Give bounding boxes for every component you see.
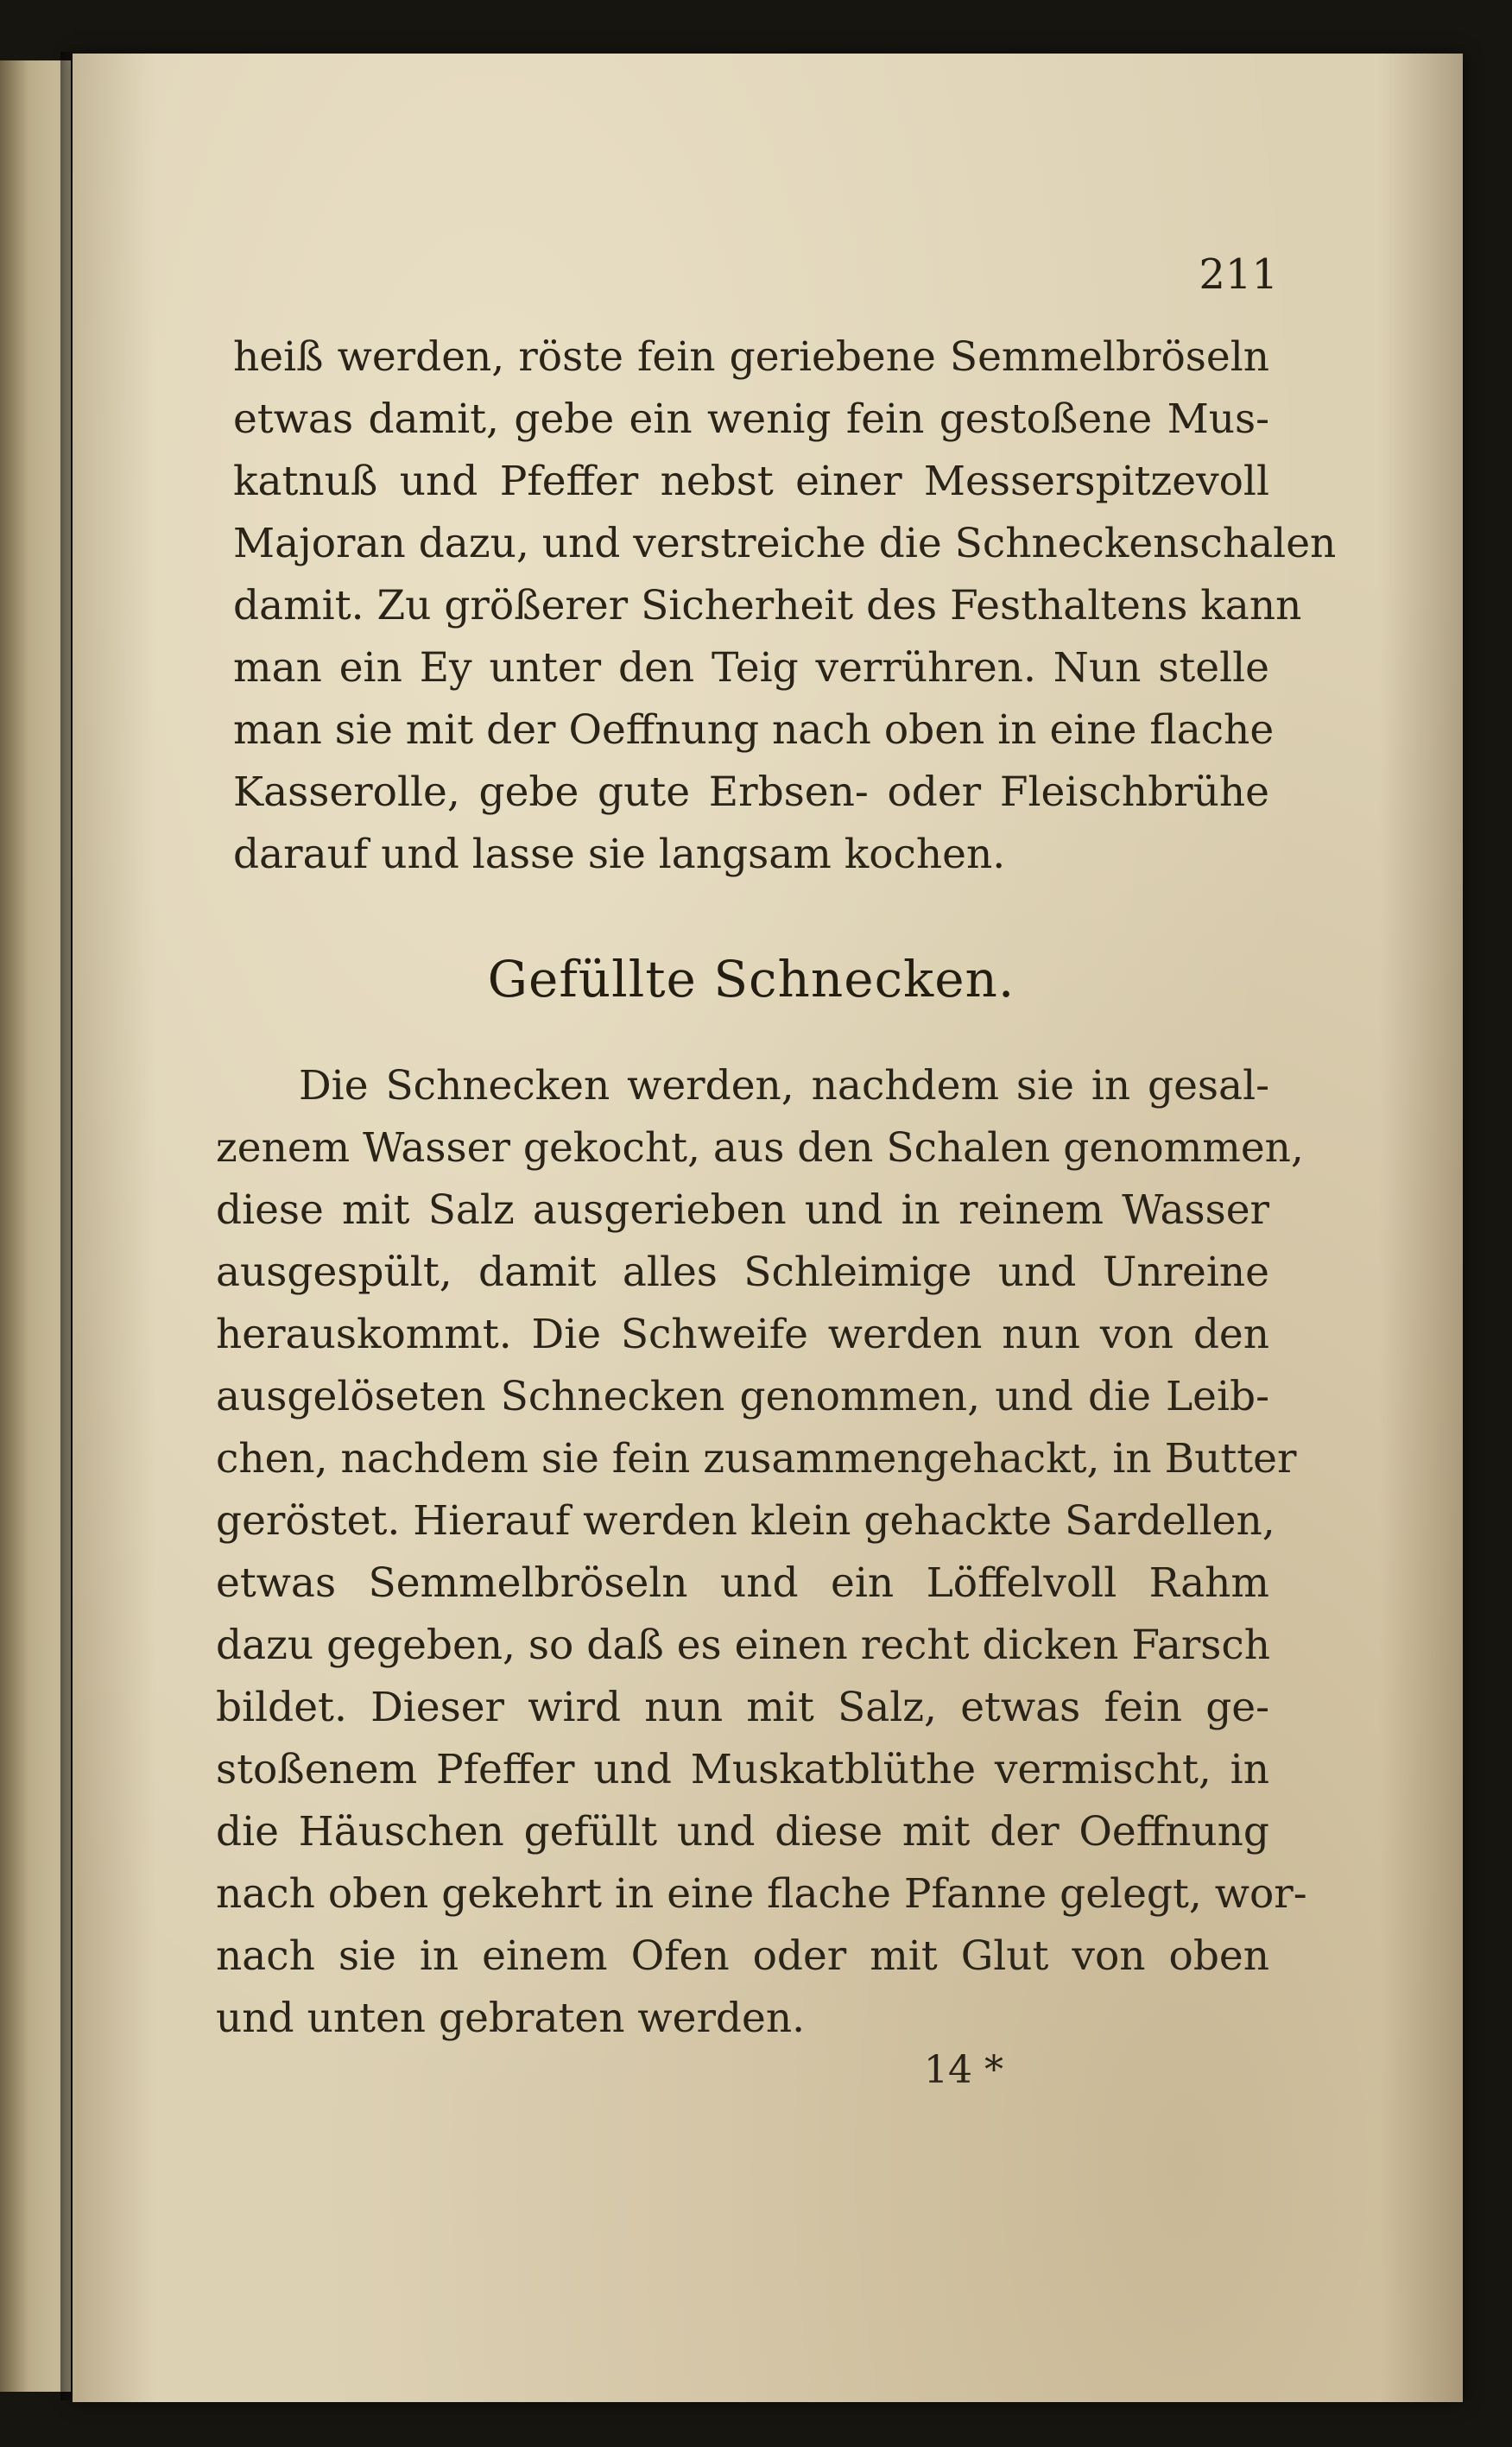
text-line: zenem Wasser gekocht, aus den Schalen genommen, xyxy=(216,1124,1304,1172)
text-line: Kasserolle, gebe gute Erbsen- oder Fleischbrühe xyxy=(233,768,1269,816)
page-number: 211 xyxy=(1199,250,1278,299)
text-line: etwas Semmelbröseln und ein Löffelvoll Rahm xyxy=(216,1559,1269,1607)
text-line: darauf und lasse sie langsam kochen. xyxy=(233,831,1006,878)
text-line: stoßenem Pfeffer und Muskatblüthe vermischt, in xyxy=(216,1746,1269,1793)
text-line: nach oben gekehrt in eine flache Pfanne gelegt, wor- xyxy=(216,1870,1307,1918)
text-line: damit. Zu größerer Sicherheit des Festhaltens kann xyxy=(233,582,1302,629)
text-line: katnuß und Pfeffer nebst einer Messerspitzevoll xyxy=(233,458,1269,505)
text-line: und unten gebraten werden. xyxy=(216,1995,806,2042)
text-line: herauskommt. Die Schweife werden nun von den xyxy=(216,1311,1269,1358)
text-line: man sie mit der Oeffnung nach oben in eine flache xyxy=(233,706,1275,754)
signature-mark: 14 * xyxy=(924,2048,1003,2092)
text-line: man ein Ey unter den Teig verrühren. Nun stelle xyxy=(233,644,1269,692)
text-line: nach sie in einem Ofen oder mit Glut von oben xyxy=(216,1932,1269,1980)
text-line: ausgelöseten Schnecken genommen, und die Leib- xyxy=(216,1373,1269,1420)
text-line: ausgespült, damit alles Schleimige und Unreine xyxy=(216,1249,1269,1296)
text-line: Majoran dazu, und verstreiche die Schneckenschalen xyxy=(233,520,1337,567)
text-line: bildet. Dieser wird nun mit Salz, etwas fein ge- xyxy=(216,1684,1269,1731)
text-line: chen, nachdem sie fein zusammengehackt, in Butter xyxy=(216,1435,1297,1483)
section-heading: Gefüllte Schnecken. xyxy=(487,950,1015,1009)
text-line: geröstet. Hierauf werden klein gehackte Sardellen, xyxy=(216,1497,1275,1545)
paragraph-continued xyxy=(233,326,1337,886)
text-line: diese mit Salz ausgerieben und in reinem Wasser xyxy=(216,1186,1269,1234)
text-line: die Häuschen gefüllt und diese mit der Oeffnung xyxy=(216,1808,1269,1856)
text-line: Die Schnecken werden, nachdem sie in gesal- xyxy=(299,1062,1269,1110)
text-line: etwas damit, gebe ein wenig fein gestoßene Mus- xyxy=(233,395,1269,443)
text-line: dazu gegeben, so daß es einen recht dicken Farsch xyxy=(216,1622,1271,1669)
recipe-paragraph xyxy=(216,1055,1307,2050)
text-line: heiß werden, röste fein geriebene Semmelbröseln xyxy=(233,333,1269,381)
